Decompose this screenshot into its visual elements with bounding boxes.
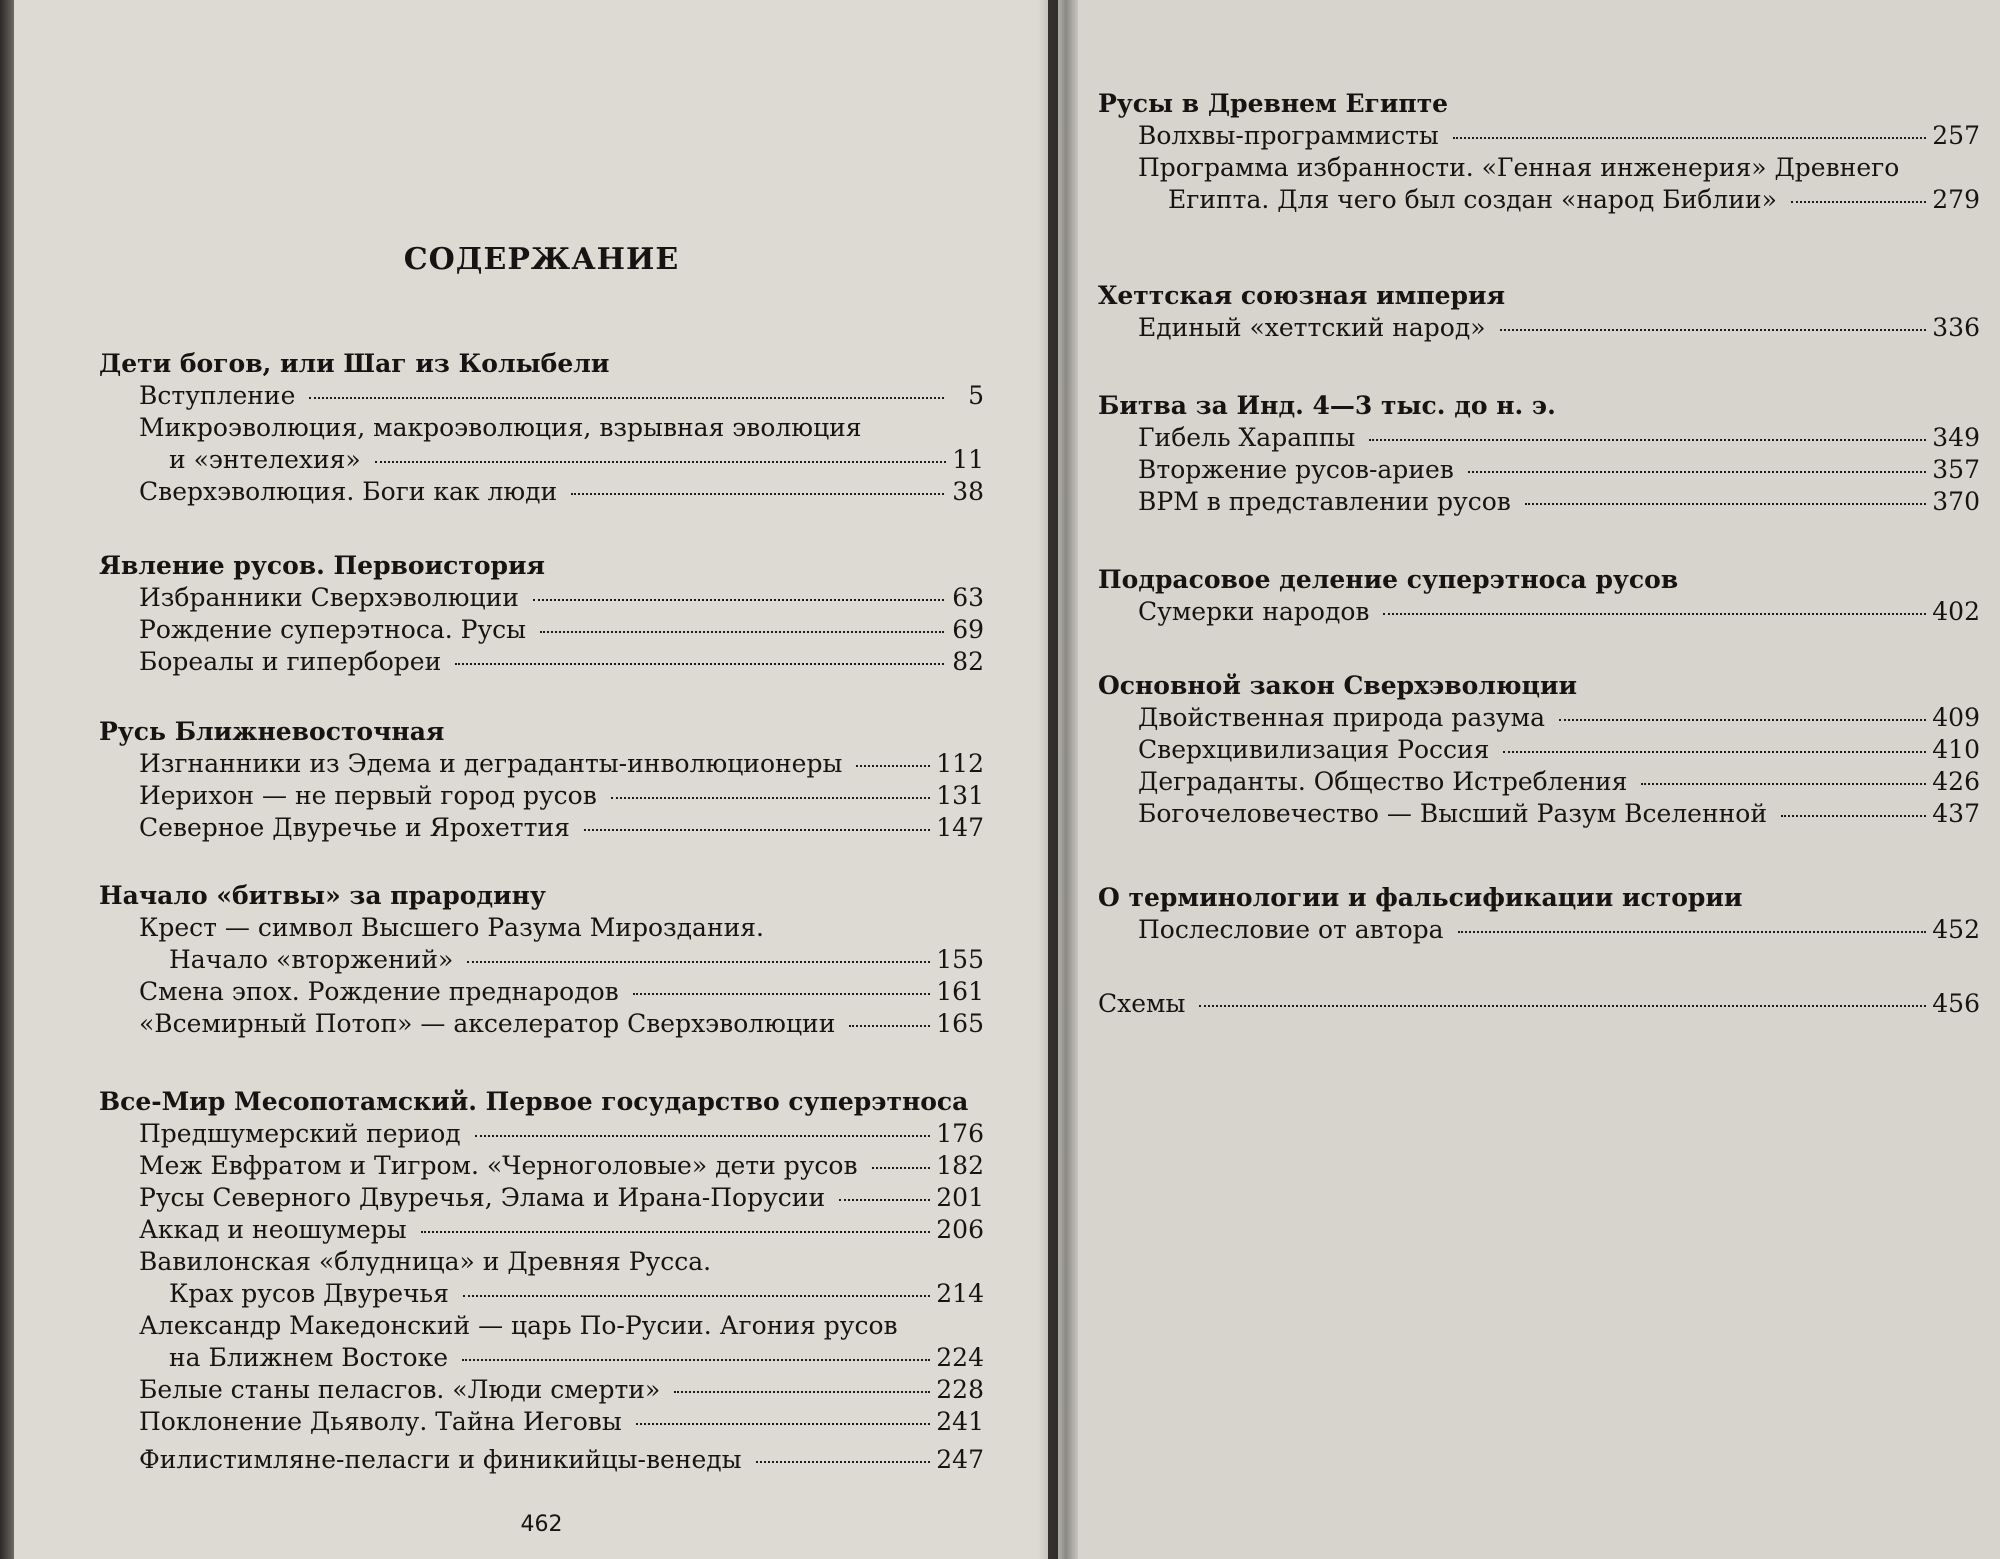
toc-section [99, 880, 984, 1040]
entry-title: Белые станы пеласгов. «Люди смерти» [139, 1375, 661, 1404]
page-number: 11 [952, 445, 984, 474]
entry-title: ВРМ в представлении русов [1138, 487, 1511, 516]
toc-entry [99, 582, 984, 614]
section-heading: Дети богов, или Шаг из Колыбели [99, 349, 610, 378]
entry-title: Единый «хеттский народ» [1138, 313, 1486, 342]
toc-entry [99, 912, 984, 976]
entry-title: Послесловие от автора [1138, 915, 1444, 944]
toc-section [1098, 988, 1980, 1020]
toc-section [99, 1086, 984, 1476]
dot-leader [540, 631, 944, 633]
entry-title: Богочеловечество — Высший Разум Вселенной [1138, 799, 1768, 828]
dot-leader [1458, 931, 1927, 933]
section-heading: Русы в Древнем Египте [1098, 89, 1449, 118]
entry-title: Филистимляне-пеласги и финикийцы-венеды [139, 1445, 742, 1474]
page-number: 69 [952, 615, 984, 644]
toc-entry [99, 614, 984, 646]
entry-title-cont: на Ближнем Востоке [169, 1343, 449, 1372]
toc-entry [99, 1118, 984, 1150]
page-number: 410 [1932, 735, 1980, 764]
dot-leader [309, 397, 944, 399]
dot-leader [633, 993, 931, 995]
page-number: 336 [1932, 313, 1980, 342]
dot-leader [1559, 719, 1926, 721]
dot-leader [463, 1295, 930, 1297]
dot-leader [636, 1423, 931, 1425]
entry-title: Сверхцивилизация Россия [1138, 735, 1490, 764]
page-number: 161 [936, 977, 984, 1006]
entry-title: Предшумерский период [139, 1119, 461, 1148]
dot-leader [455, 663, 944, 665]
left-page [14, 0, 1048, 1559]
page-number: 5 [968, 381, 984, 410]
toc-entry [1098, 486, 1980, 518]
toc-section [99, 348, 984, 508]
entry-title: Северное Двуречье и Ярохеттия [139, 813, 570, 842]
dot-leader [849, 1025, 930, 1027]
dot-leader [584, 829, 930, 831]
dot-leader [1641, 783, 1926, 785]
dot-leader [611, 797, 930, 799]
page-number: 247 [936, 1445, 984, 1474]
dot-leader [674, 1391, 930, 1393]
section-heading: Подрасовое деление суперэтноса русов [1098, 565, 1679, 594]
entry-title: Изгнанники из Эдема и деграданты-инволюционеры [139, 749, 843, 778]
toc-entry [99, 976, 984, 1008]
page-number: 201 [936, 1183, 984, 1212]
page-number: 112 [936, 749, 984, 778]
entry-title: Двойственная природа разума [1138, 703, 1545, 732]
entry-title: Рождение суперэтноса. Русы [139, 615, 527, 644]
toc-section [1098, 88, 1980, 216]
page-number: 38 [952, 477, 984, 506]
toc-entry [1098, 734, 1980, 766]
page-number-folio: 462 [520, 1512, 563, 1537]
toc-section [1098, 564, 1980, 628]
page-number: 228 [936, 1375, 984, 1404]
toc-entry [1098, 766, 1980, 798]
page-number: 370 [1932, 487, 1980, 516]
entry-title: Сверхэволюция. Боги как люди [139, 477, 558, 506]
page-number: 456 [1932, 989, 1980, 1018]
entry-title-cont: и «энтелехия» [169, 445, 361, 474]
section-heading: Русь Ближневосточная [99, 717, 445, 746]
entry-title: Иерихон — не первый город русов [139, 781, 597, 810]
toc-entry [99, 1406, 984, 1438]
page-number: 426 [1932, 767, 1980, 796]
entry-title-cont: Начало «вторжений» [169, 945, 454, 974]
toc-section [1098, 280, 1980, 344]
dot-leader [1500, 329, 1927, 331]
entry-title: Смена эпох. Рождение преднародов [139, 977, 619, 1006]
toc-entry [1098, 120, 1980, 152]
toc-entry [99, 1150, 984, 1182]
dot-leader [1369, 439, 1926, 441]
dot-leader [856, 765, 930, 767]
page-number: 155 [936, 945, 984, 974]
entry-title: «Всемирный Потоп» — акселератор Сверхэволюции [139, 1009, 836, 1038]
dot-leader [1525, 503, 1926, 505]
page-number: 357 [1932, 455, 1980, 484]
dot-leader [756, 1461, 931, 1463]
toc-entry [99, 812, 984, 844]
toc-entry [99, 780, 984, 812]
dot-leader [571, 493, 944, 495]
entry-title: Крест — символ Высшего Разума Мироздания. [139, 913, 764, 942]
section-heading: Основной закон Сверхэволюции [1098, 671, 1578, 700]
page-title: СОДЕРЖАНИЕ [403, 242, 680, 277]
toc-entry [99, 1182, 984, 1214]
toc-entry [1098, 152, 1980, 216]
page-number: 206 [936, 1215, 984, 1244]
toc-entry [99, 476, 984, 508]
entry-title: Микроэволюция, макроэволюция, взрывная эволюция [139, 413, 862, 442]
entry-title: Русы Северного Двуречья, Элама и Ирана-Порусии [139, 1183, 826, 1212]
toc-entry [99, 1214, 984, 1246]
page-number: 214 [936, 1279, 984, 1308]
toc-entry [1098, 914, 1980, 946]
entry-title: Гибель Хараппы [1138, 423, 1356, 452]
dot-leader [839, 1199, 930, 1201]
toc-section [1098, 390, 1980, 518]
page-number: 409 [1932, 703, 1980, 732]
toc-entry [1098, 422, 1980, 454]
dot-leader [1781, 815, 1926, 817]
toc-entry [99, 1444, 984, 1476]
entry-title: Схемы [1098, 989, 1186, 1018]
toc-section [1098, 882, 1980, 946]
entry-title: Волхвы-программисты [1138, 121, 1439, 150]
page-number: 63 [952, 583, 984, 612]
toc-entry [99, 1310, 984, 1374]
dot-leader [421, 1231, 931, 1233]
toc-entry [99, 380, 984, 412]
right-page [1058, 0, 2000, 1559]
toc-entry [99, 412, 984, 476]
dot-leader [462, 1359, 930, 1361]
page-number: 82 [952, 647, 984, 676]
page-number: 349 [1932, 423, 1980, 452]
entry-title: Вавилонская «блудница» и Древняя Русса. [139, 1247, 712, 1276]
toc-section [99, 550, 984, 678]
toc-entry [1098, 312, 1980, 344]
dot-leader [533, 599, 944, 601]
toc-entry [99, 1374, 984, 1406]
entry-title: Вторжение русов-ариев [1138, 455, 1454, 484]
page-number: 165 [936, 1009, 984, 1038]
section-heading: Явление русов. Первоистория [99, 551, 546, 580]
dot-leader [1453, 137, 1926, 139]
page-number: 224 [936, 1343, 984, 1372]
dot-leader [475, 1135, 931, 1137]
entry-title-cont: Крах русов Двуречья [169, 1279, 449, 1308]
entry-title: Вступление [139, 381, 296, 410]
entry-title: Сумерки народов [1138, 597, 1370, 626]
page-number: 147 [936, 813, 984, 842]
page-number: 241 [936, 1407, 984, 1436]
page-number: 257 [1932, 121, 1980, 150]
section-heading: Хеттская союзная империя [1098, 281, 1506, 310]
toc-entry [99, 748, 984, 780]
page-number: 437 [1932, 799, 1980, 828]
page-number: 402 [1932, 597, 1980, 626]
toc-entry-schemes [1098, 988, 1980, 1020]
dot-leader [1199, 1005, 1926, 1007]
toc-entry [1098, 702, 1980, 734]
dot-leader [1383, 613, 1926, 615]
entry-title: Александр Македонский — царь По-Русии. Агония русов [139, 1311, 898, 1340]
toc-entry [1098, 798, 1980, 830]
toc-entry [99, 1008, 984, 1040]
toc-entry [1098, 596, 1980, 628]
section-heading: Битва за Инд. 4—3 тыс. до н. э. [1098, 391, 1556, 420]
toc-entry [99, 646, 984, 678]
section-heading: Все-Мир Месопотамский. Первое государство суперэтноса [99, 1087, 969, 1116]
entry-title: Избранники Сверхэволюции [139, 583, 519, 612]
page-number: 176 [936, 1119, 984, 1148]
page-number: 182 [936, 1151, 984, 1180]
dot-leader [375, 461, 946, 463]
toc-section [99, 716, 984, 844]
section-heading: О терминологии и фальсификации истории [1098, 883, 1743, 912]
entry-title: Аккад и неошумеры [139, 1215, 407, 1244]
book-gutter [1038, 0, 1078, 1559]
page-number: 452 [1932, 915, 1980, 944]
dot-leader [1503, 751, 1926, 753]
entry-title: Бореалы и гипербореи [139, 647, 442, 676]
page-edge [0, 0, 14, 1559]
dot-leader [872, 1167, 931, 1169]
page-number: 131 [936, 781, 984, 810]
toc-section [1098, 670, 1980, 830]
page-number: 279 [1932, 185, 1980, 214]
toc-entry [99, 1246, 984, 1310]
entry-title-cont: Египта. Для чего был создан «народ Библии» [1168, 185, 1777, 214]
dot-leader [467, 961, 930, 963]
toc-entry [1098, 454, 1980, 486]
entry-title: Поклонение Дьяволу. Тайна Иеговы [139, 1407, 622, 1436]
dot-leader [1791, 201, 1926, 203]
section-heading: Начало «битвы» за прародину [99, 881, 546, 910]
dot-leader [1468, 471, 1926, 473]
entry-title: Деграданты. Общество Истребления [1138, 767, 1628, 796]
entry-title: Меж Евфратом и Тигром. «Черноголовые» дети русов [139, 1151, 858, 1180]
entry-title: Программа избранности. «Генная инженерия» Древнего [1138, 153, 1900, 182]
